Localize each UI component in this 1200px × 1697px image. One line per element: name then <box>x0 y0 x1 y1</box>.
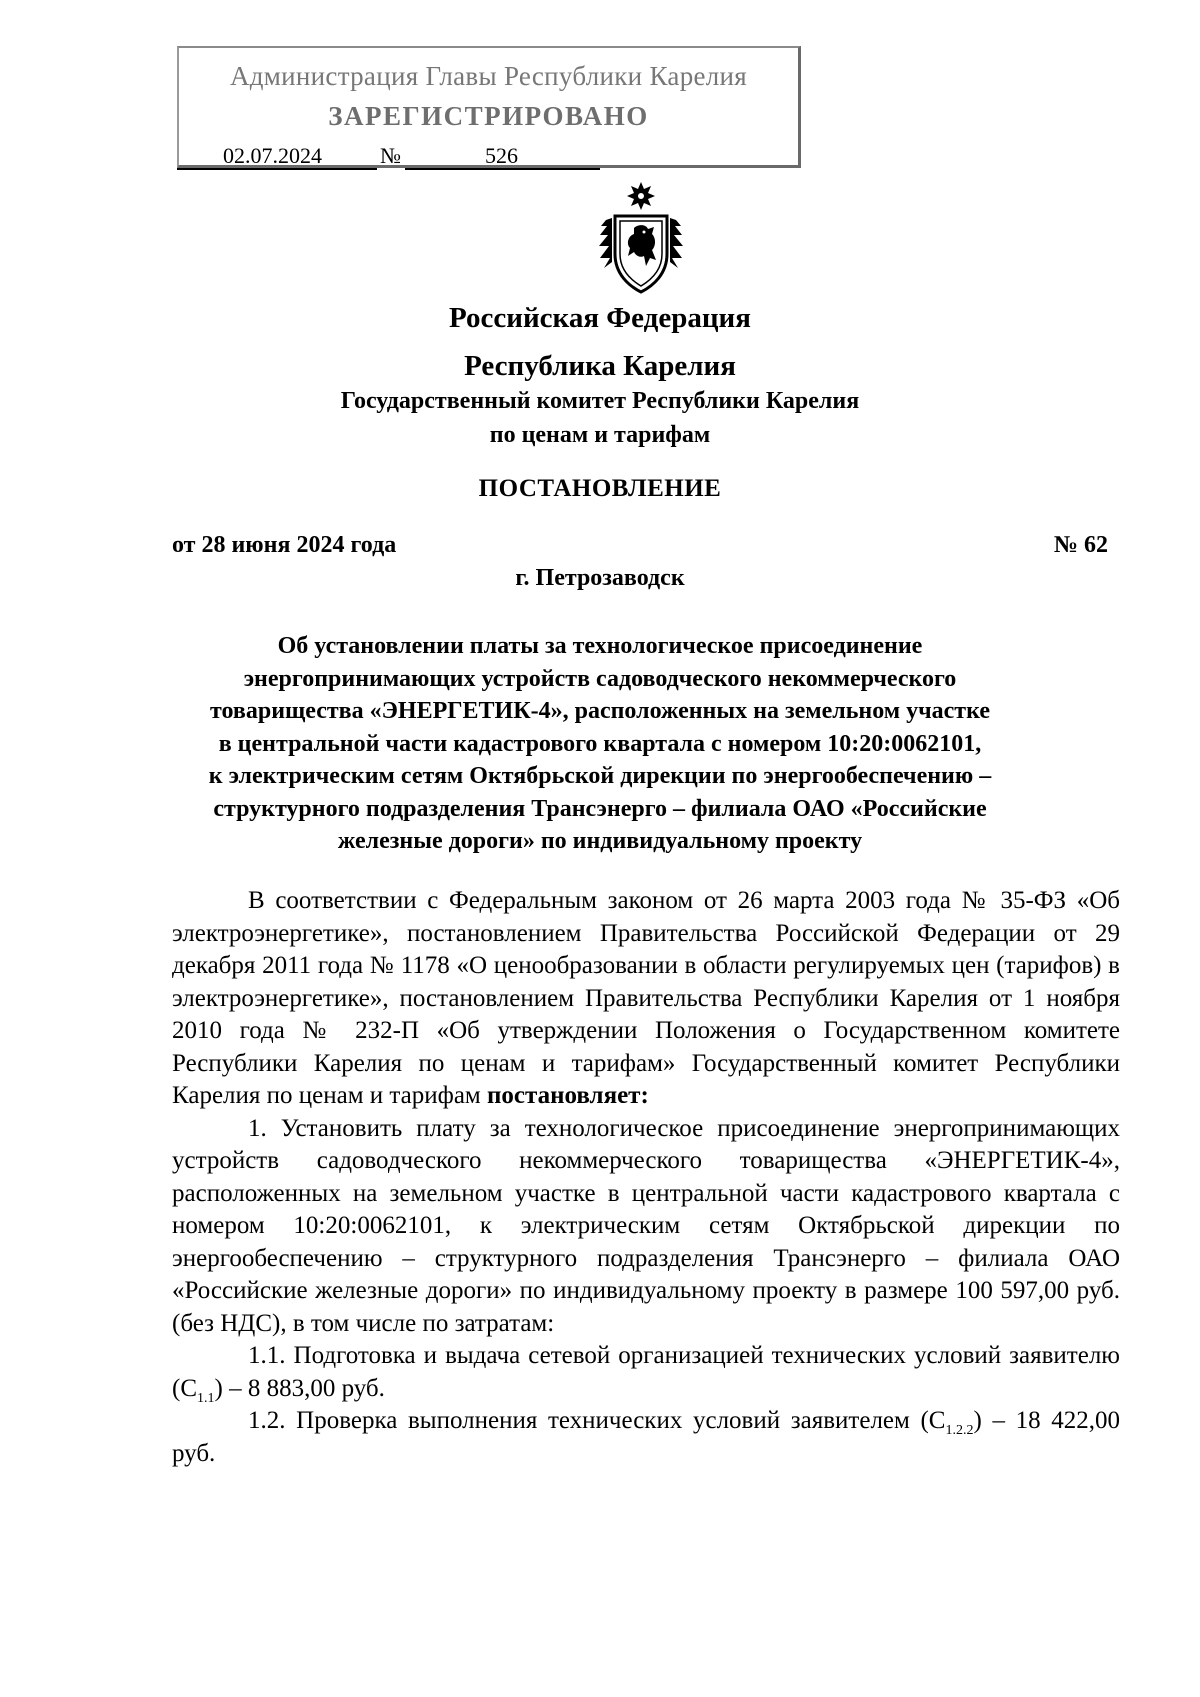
registration-date: 02.07.2024 <box>223 143 322 168</box>
subject-line: в центральной части кадастрового квартала с номером 10:20:0062101, <box>218 730 982 757</box>
document-type: ПОСТАНОВЛЕНИЕ <box>478 475 722 502</box>
item-1-paragraph: 1. Установить плату за технологическое присоединение энергопринимающих устройств садоводческого некоммерческого товарищества «ЭНЕРГЕТИК-4», расположенных на земельном участке в центральной части кадастрового квартала с номером 10:20:0062101, к электрическим сетям Октябрьской дирекции по энергообеспечению – структурного подразделения Трансэнерго – филиала ОАО «Российские железные дороги» по индивидуальному проекту в размере 100 597,00 руб. (без НДС), в том числе по затратам: <box>172 1114 1120 1337</box>
subject-line: Об установлении платы за технологическое присоединение <box>277 633 923 659</box>
subject-line: энергопринимающих устройств садоводческого некоммерческого <box>243 665 957 692</box>
preamble-paragraph <box>172 885 1120 1113</box>
committee-title-line2: по ценам и тарифам <box>489 422 711 448</box>
document-body <box>172 885 1120 1470</box>
subject-line: железные дороги» по индивидуальному проекту <box>337 828 863 854</box>
item-1-2-paragraph <box>172 1405 1120 1470</box>
registration-date-underline <box>177 168 377 170</box>
republic-title: Республика Карелия <box>464 350 736 382</box>
item-1-1-value: ) – 8 883,00 руб. <box>214 1374 385 1402</box>
item-1-2-text: 1.2. Проверка выполнения технических условий заявителем (С <box>248 1407 946 1434</box>
stamp-registered: ЗАРЕГИСТРИРОВАНО <box>328 101 649 131</box>
subject-line: структурного подразделения Трансэнерго – филиала ОАО «Российские <box>213 795 987 822</box>
stamp-title: Администрация Главы Республики Карелия <box>229 61 748 91</box>
item-1-2-value: ) – 18 422,00 руб. <box>172 1407 1121 1467</box>
committee-title-line1: Государственный комитет Республики Карелия <box>340 388 860 414</box>
item-1-1-text: 1.1. Подготовка и выдача сетевой организацией технических условий заявителю (С <box>172 1342 1120 1402</box>
preamble-decree-word: постановляет: <box>487 1082 649 1109</box>
registration-number: 526 <box>485 143 518 168</box>
subject-line: товарищества «ЭНЕРГЕТИК-4», расположенных на земельном участке <box>210 698 990 724</box>
registration-number-sign: № <box>380 143 401 168</box>
item-1-1-paragraph <box>172 1340 1120 1405</box>
subject-line: к электрическим сетям Октябрьской дирекции по энергообеспечению – <box>208 763 992 789</box>
country-title: Российская Федерация <box>449 302 751 334</box>
preamble-text: В соответствии с Федеральным законом от 26 марта 2003 года № 35-ФЗ «Об электроэнергетике», постановлением Правительства Российской Федерации от 29 декабря 2011 года № 1178 «О ценообразовании в области регулируемых цен (тарифов) в электроэнергетике», постановлением Правительства Республики Карелия от 1 ноября 2010 года № 232-П «Об утверждении Положения о Государственном комитете Республики Карелия по ценам и тарифам» Государственный комитет Республики Карелия по ценам и тарифам <box>172 887 1120 1109</box>
registration-number-underline <box>405 168 600 170</box>
item-1-1-subscript: 1.1 <box>197 1390 215 1406</box>
coat-of-arms-icon <box>598 180 684 295</box>
document-city: г. Петрозаводск <box>515 565 685 591</box>
document-date: от 28 июня 2024 года <box>172 532 397 558</box>
document-number: № 62 <box>1053 532 1108 558</box>
document-subject <box>150 630 1050 858</box>
item-1-2-subscript: 1.2.2 <box>945 1423 974 1438</box>
